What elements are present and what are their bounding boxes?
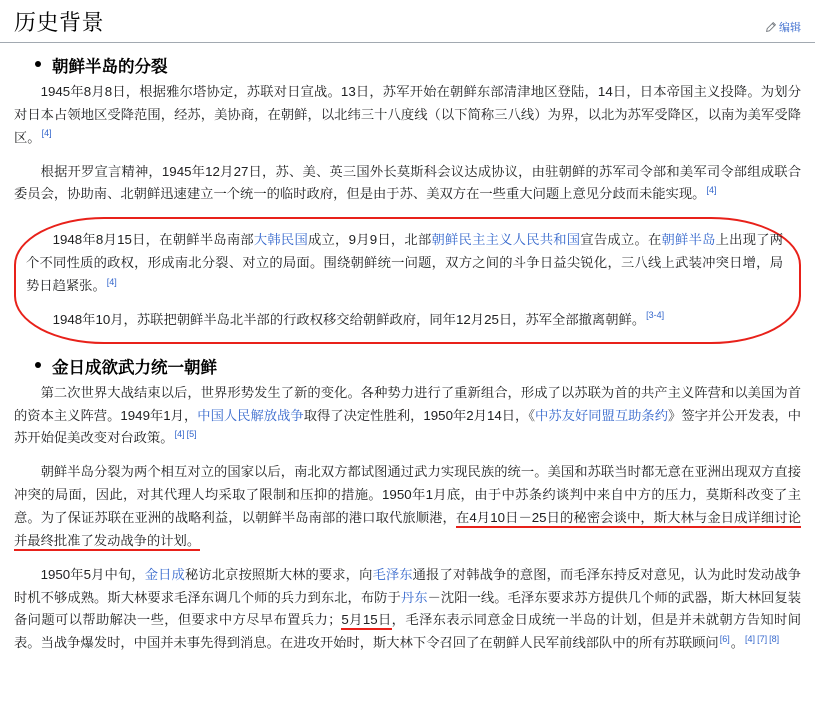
link-dprk[interactable]: 朝鲜民主主义人民共和国 xyxy=(431,232,581,248)
link-sino-soviet-treaty[interactable]: 中苏友好同盟互助条约 xyxy=(535,407,669,423)
reference-link[interactable]: [4] xyxy=(106,276,117,287)
reference-link[interactable]: [3-4] xyxy=(646,310,665,321)
subsection-heading-division: 朝鲜半岛的分裂 xyxy=(14,53,801,77)
p7-text-2: 秘访北京按照斯大林的要求，向 xyxy=(184,566,373,582)
subsection-list-2 xyxy=(14,354,801,378)
paragraph-kim-beijing-visit xyxy=(14,564,801,655)
paragraph-1945-division xyxy=(14,81,801,150)
reference-link[interactable]: [7] xyxy=(757,633,768,644)
reference-link[interactable]: [8] xyxy=(769,633,780,644)
paragraph-stalin-approval xyxy=(14,461,801,552)
p7-text-6: 。 xyxy=(730,635,745,651)
p7-text-4: －沈阳一线。毛泽东要求苏方提供几个师的武器，斯大林回复装备问题可以帮助解决一些，但要求中方尽早布置兵力； xyxy=(14,589,802,628)
link-republic-of-korea[interactable]: 大韩民国 xyxy=(253,232,308,248)
p3-text-2: 成立，9月9日，北部 xyxy=(308,232,432,248)
link-mao-zedong[interactable]: 毛泽东 xyxy=(372,566,413,582)
reference-link[interactable]: [4] xyxy=(745,633,756,644)
reference-link[interactable]: [5] xyxy=(186,429,197,440)
link-korean-peninsula[interactable]: 朝鲜半岛 xyxy=(661,232,716,248)
reference-link[interactable]: [4] xyxy=(41,128,52,139)
paragraph-postwar-blocs xyxy=(14,382,801,451)
page-title: 历史背景 xyxy=(14,10,105,35)
link-chinese-civil-war[interactable]: 中国人民解放战争 xyxy=(197,407,304,423)
pencil-icon xyxy=(766,22,776,32)
link-dandong[interactable]: 丹东 xyxy=(400,589,428,605)
p5-text-3: 》签字并公开发表，中苏开始促美改变对台政策。 xyxy=(14,407,802,446)
edit-section-link[interactable] xyxy=(766,19,801,40)
annotation-underline-stalin-plan: 在4月10日－25日的秘密会谈中，斯大林与金日成详细讨论并最终批准了发动战争的计划。 xyxy=(14,510,801,551)
edit-section-label: 编辑 xyxy=(779,22,801,34)
paragraph-1945-text: 1945年8月8日，根据雅尔塔协定，苏联对日宣战。13日，苏军开始在朝鲜东部清津地区登陆，14日，日本帝国主义投降。为划分对日本占领地区受降范围，经苏，美协商，在朝鲜，以北纬三十八度线（以下简称三八线）为界，以北为苏军受降区，以南为美军受降区。 xyxy=(14,84,801,145)
red-annotation-box xyxy=(14,217,801,343)
p5-text-1: 第二次世界大战结束以后，世界形势发生了新的变化。各种势力进行了重新组合，形成了以苏联为首的共产主义阵营和以美国为首的资本主义阵营。1949年1月， xyxy=(14,384,801,423)
subsection-list-1 xyxy=(14,53,801,77)
p3-text-1: 1948年8月15日，在朝鲜半岛南部 xyxy=(52,232,254,248)
p7-text-3: 通报了对韩战争的意图，而毛泽东持反对意见，认为此时发动战争时机不够成熟。斯大林要求毛泽东调几个师的兵力到东北，布防于 xyxy=(14,566,802,605)
annotation-underline-may15: 5月15日 xyxy=(341,612,391,630)
p3-text-3: 宣告成立。在 xyxy=(580,232,662,248)
p5-text-2: 取得了决定性胜利，1950年2月14日，《 xyxy=(303,407,536,423)
paragraph-1948-two-states xyxy=(26,229,783,298)
subsection-heading-kim-unify: 金日成欲武力统一朝鲜 xyxy=(14,354,801,378)
p7-text-1: 1950年5月中旬， xyxy=(40,566,145,582)
p6-text-1: 朝鲜半岛分裂为两个相互对立的国家以后，南北双方都试图通过武力实现民族的统一。美国和苏联当时都无意在亚洲出现双方直接冲突的局面，因此，对其代理人均采取了限制和压抑的措施。1950年1月底，由于中苏条约谈判中来自中方的压力，莫斯科改变了主意。为了保证苏联在亚洲的战略利益，以朝鲜半岛南部的港口取代旅顺港， xyxy=(14,464,801,526)
section-header xyxy=(0,0,815,43)
reference-link[interactable]: [4] xyxy=(706,185,717,196)
paragraph-moscow-conference xyxy=(14,161,801,207)
p7-text-5: ，毛泽东表示同意金日成统一半岛的计划，但是并未就朝方告知时间表。当战争爆发时，中国并未事先得到消息。在进攻开始时，斯大林下令召回了在朝鲜人民军前线部队中的所有苏联顾问 xyxy=(14,612,802,651)
p3-text-4: 上出现了两个不同性质的政权，形成南北分裂、对立的局面。围绕朝鲜统一问题，双方之间的斗争日益尖锐化，三八线上武装冲突日增，局势日趋紧张。 xyxy=(26,232,784,294)
p4-text-1: 1948年10月，苏联把朝鲜半岛北半部的行政权移交给朝鲜政府，同年12月25日，苏军全部撤离朝鲜。 xyxy=(52,311,646,327)
reference-link[interactable]: [4] xyxy=(174,429,185,440)
paragraph-moscow-text: 根据开罗宣言精神，1945年12月27日，苏、美、英三国外长莫斯科会议达成协议，由驻朝鲜的苏军司令部和美军司令部组成联合委员会，协助南、北朝鲜迅速建立一个统一的临时政府，但是由于苏、美双方在一些重大问题上意见分歧而未能实现。 xyxy=(14,163,801,202)
link-kim-il-sung[interactable]: 金日成 xyxy=(144,566,185,582)
article-content xyxy=(0,53,815,655)
paragraph-1948-soviet-handover xyxy=(26,309,783,332)
reference-link[interactable]: [6] xyxy=(719,633,730,644)
